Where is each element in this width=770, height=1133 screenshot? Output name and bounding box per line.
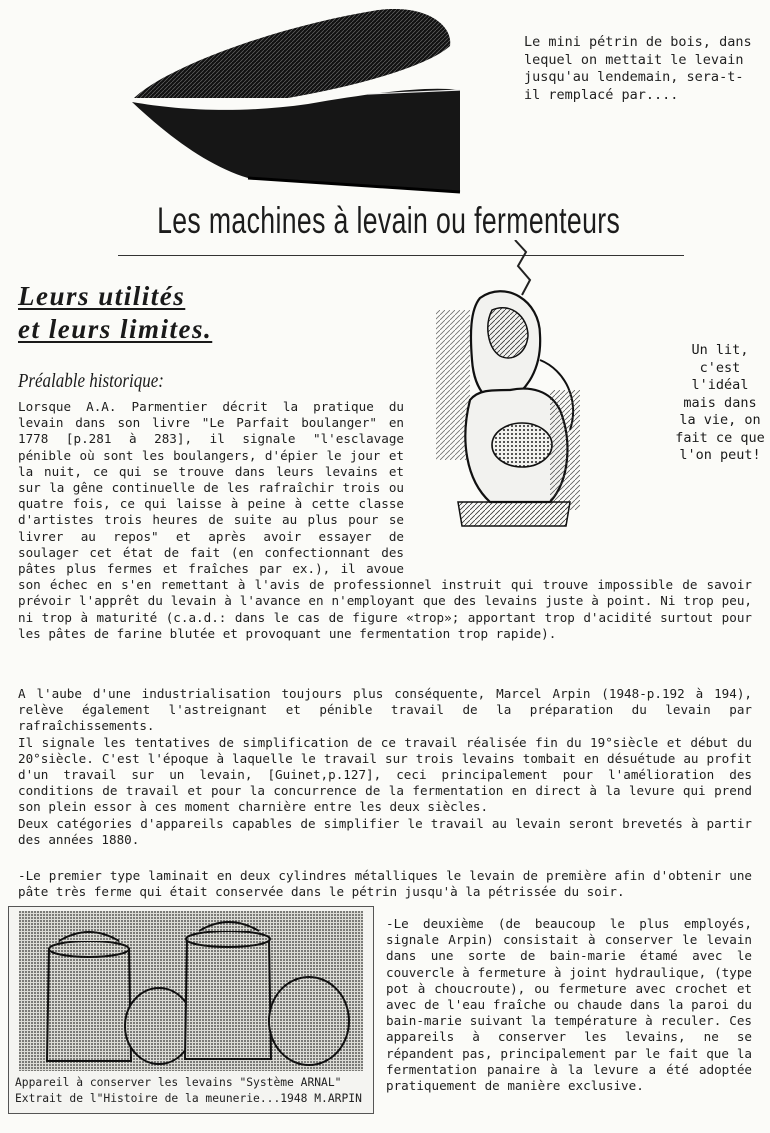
paragraph-arpin-intro: A l'aube d'une industrialisation toujours plus conséquente, Marcel Arpin (1948-p.192 à 194), relève également l'astreignant et pénible travail de la préparation du levain par rafraîchissements. <box>18 686 752 734</box>
subtitle <box>18 280 212 346</box>
paragraph-arpin <box>18 686 752 848</box>
paragraph-second-type: -Le deuxième (de beaucoup le plus employés, signale Arpin) consistait à conserver le levain dans une sorte de bain-marie étamé avec le couvercle à fermeture à joint hydraulique, (type pot à choucroute), ou fermeture avec crochet et avec de l'eau fraîche ou chaude dans la paroi du bain-marie suivant la température à reculer. Ces appareils à conserver les levains, ne se répandent pas, principalement par le fait que la fermentation panaire à la levure a été adoptée pratiquement de manière exclusive. <box>386 916 752 1094</box>
page-title: Les machines à levain ou fermenteurs <box>157 200 621 241</box>
title-underline <box>118 255 684 256</box>
wrap-spacer <box>404 399 752 577</box>
arnal-apparatus-figure <box>8 906 374 1114</box>
figure-caption <box>15 1075 365 1107</box>
trough-caption: Le mini pétrin de bois, dans lequel on mettait le levain jusqu'au lendemain, sera-t-il remplacé par.... <box>524 34 752 103</box>
figure-caption-line-1: Appareil à conserver les levains "Système ARNAL" <box>15 1076 342 1089</box>
paragraph-two-categories: Deux catégories d'appareils capables de simplifier le travail au levain seront brevetés à partir des années 1880. <box>18 815 752 847</box>
figure-caption-line-2: Extrait de l"Histoire de la meunerie...1948 M.ARPIN <box>15 1092 362 1105</box>
kneading-trough-illustration <box>128 6 466 196</box>
arnal-apparatus-illustration <box>19 911 363 1071</box>
bed-caption: Un lit, c'est l'idéal mais dans la vie, on fait ce que l'on peut! <box>675 342 765 463</box>
paragraph-parmentier: Lorsque A.A. Parmentier décrit la pratique du levain dans son livre "Le Parfait boulanger" en 1778 [p.281 à 283], il signale "l'esclavage pénible où sont les boulangers, d'épier le jour et la nuit, ce qui se trouve dans leurs levains et sur la gêne continuelle de les rafraîchir trois ou quatre fois, ce qui laisse à peine à cette classe d'artistes trois heures de suite au plus pour se livrer au repos" et après avoir essayer de soulager cet état de fait (en confectionnant des pâtes plus fermes et fraîches par ex.), il avoue son échec en s'en remettant à l'avis de professionnel instruit qui trouve impossible de savoir prévoir l'apprêt du levain à l'avance en n'employant que des levains juste à point. Ni trop peu, ni trop à maturité (c.a.d.: dans le cas de figure «trop»; apportant trop d'acidité surtout pour les pâtes de farine blutée et provoquant une fermentation trop rapide). <box>18 399 752 641</box>
paragraph-simplification: Il signale les tentatives de simplification de ce travail réalisée fin du 19°siècle et début du 20°siècle. C'est l'époque à laquelle le travail sur trois levains tombait en désuétude au profit d'un travail sur un levain, [Guinet,p.127], ceci principalement pour l'amélioration des conditions de travail et pour la concurrence de la fermentation en direct à la levure qui prend son plein essor à ces moment charnière entre les deux siècles. <box>18 734 752 815</box>
section-heading: Préalable historique: <box>18 370 164 392</box>
subtitle-line-2: et leurs limites. <box>18 314 213 344</box>
subtitle-line-1: Leurs utilités <box>18 281 186 311</box>
paragraph-first-type: -Le premier type laminait en deux cylindres métalliques le levain de première afin d'obtenir une pâte très ferme qui était conservée dans le pétrin jusqu'à la pétrissée du soir. <box>18 868 752 900</box>
